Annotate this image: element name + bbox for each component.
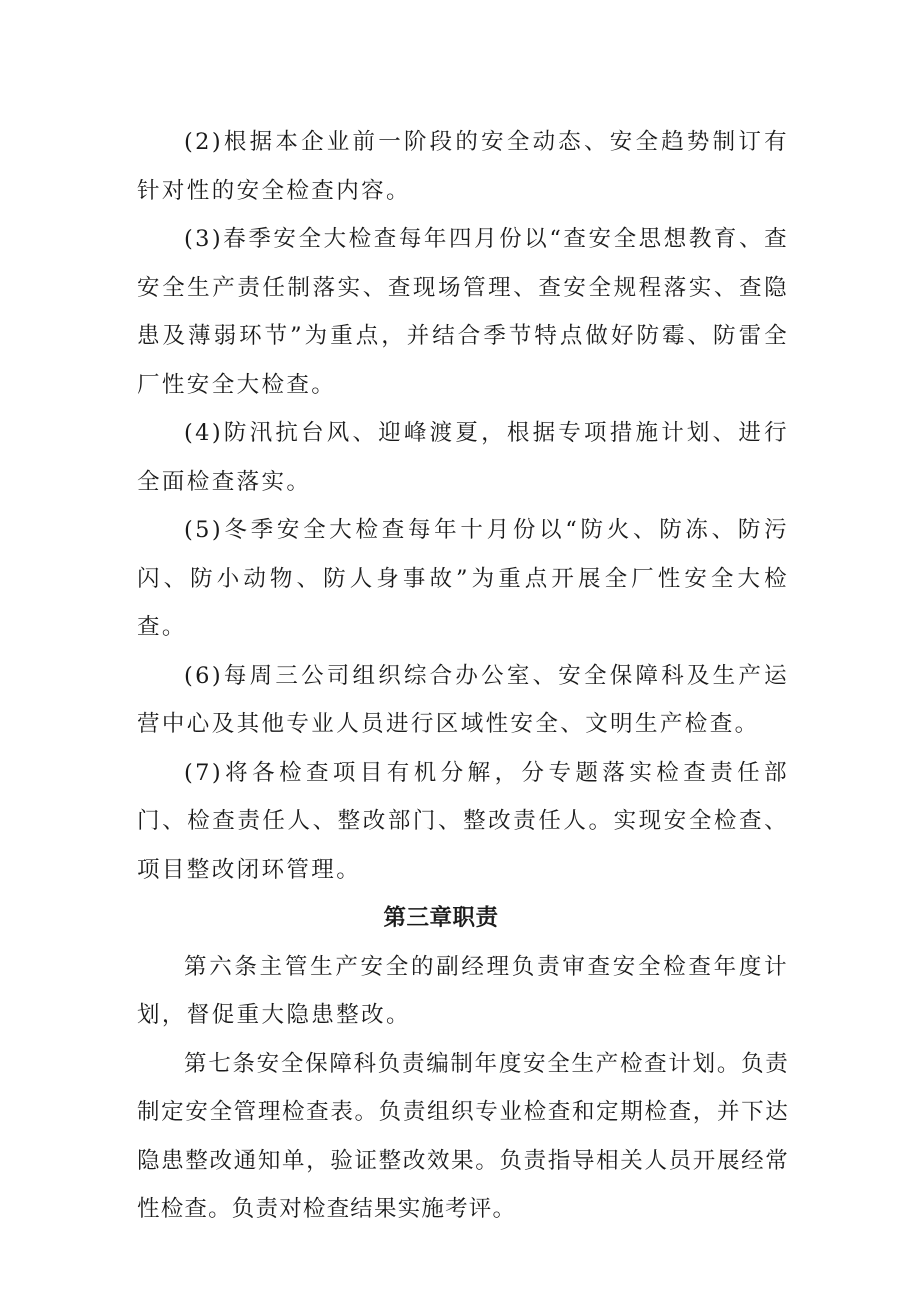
paragraph-item-4: (4)防汛抗台风、迎峰渡夏，根据专项措施计划、进行全面检查落实。 (137, 420, 789, 495)
paragraph-item-2: (2)根据本企业前一阶段的安全动态、安全趋势制订有针对性的安全检查内容。 (137, 129, 789, 204)
document-page (137, 118, 789, 1234)
paragraph-item-5: (5)冬季安全大检查每年十月份以“防火、防冻、防污闪、防小动物、防人身事故”为重点开展全厂性安全大检查。 (137, 517, 789, 640)
article-7-paragraph: 第七条安全保障科负责编制年度安全生产检查计划。负责制定安全管理检查表。负责组织专业检查和定期检查，并下达隐患整改通知单，验证整改效果。负责指导相关人员开展经常性检查。负责对检查结果实施考评。 (137, 1050, 789, 1222)
paragraph-item-7: (7)将各检查项目有机分解，分专题落实检查责任部门、检查责任人、整改部门、整改责任人。实现安全检查、项目整改闭环管理。 (137, 759, 789, 883)
chapter-title: 第三章职责 (383, 905, 499, 931)
paragraph-item-3: (3)春季安全大检查每年四月份以“查安全思想教育、查安全生产责任制落实、查现场管理、查安全规程落实、查隐患及薄弱环节”为重点，并结合季节特点做好防霉、防雷全厂性安全大检查。 (137, 226, 789, 398)
paragraph-item-6: (6)每周三公司组织综合办公室、安全保障科及生产运营中心及其他专业人员进行区域性安全、文明生产检查。 (137, 662, 789, 737)
article-6-paragraph: 第六条主管生产安全的副经理负责审查安全检查年度计划，督促重大隐患整改。 (137, 953, 789, 1028)
